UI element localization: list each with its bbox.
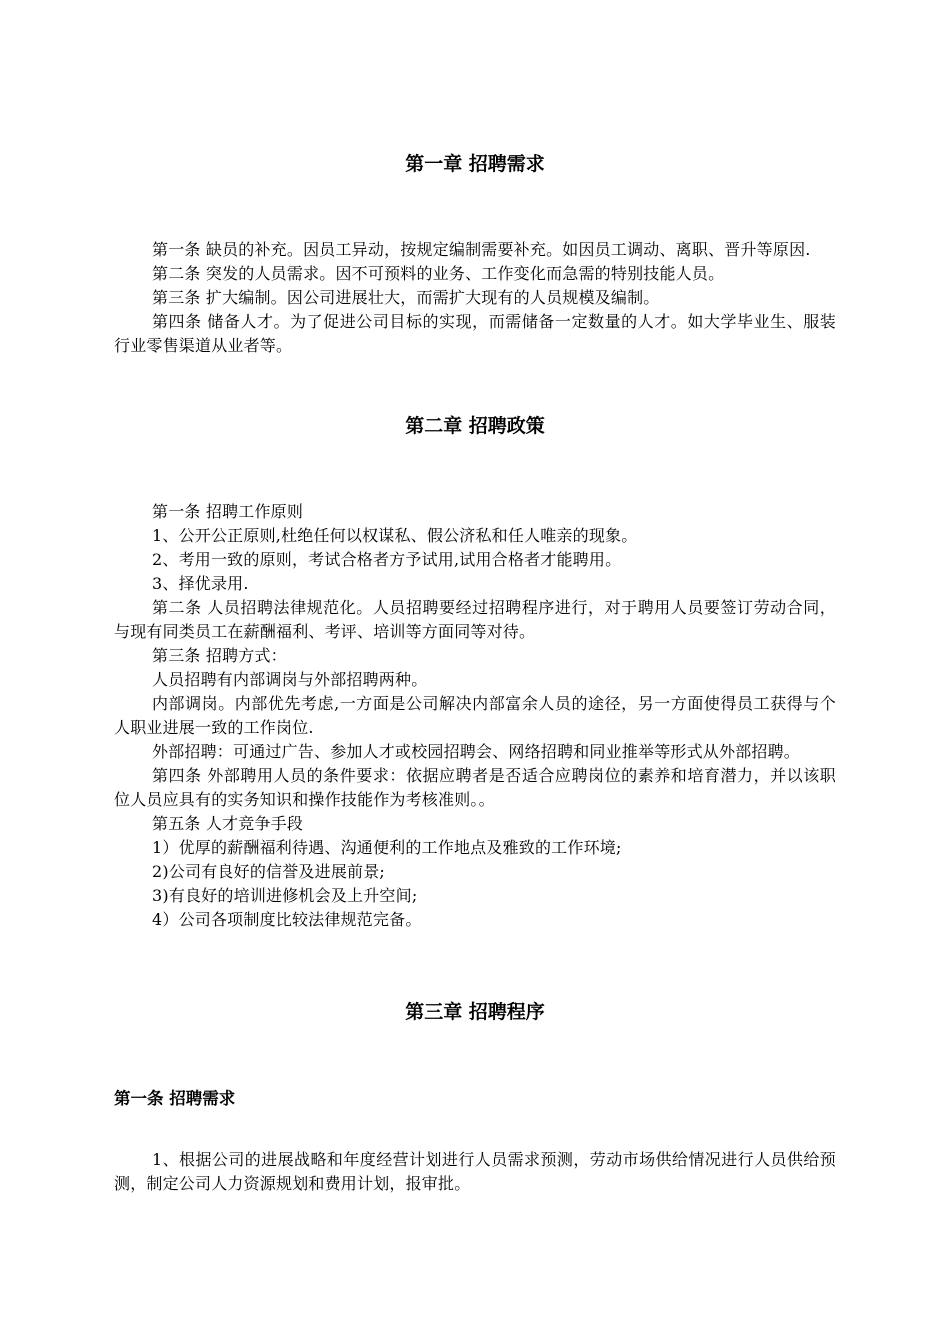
paragraph: 第三条 扩大编制。因公司进展壮大，而需扩大现有的人员规模及编制。: [152, 288, 660, 307]
paragraph: 外部招聘：可通过广告、参加人才或校园招聘会、网络招聘和同业推举等形式从外部招聘。: [152, 742, 801, 761]
paragraph: 第三条 招聘方式：: [152, 646, 287, 665]
paragraph: 第一条 招聘工作原则: [152, 502, 304, 521]
paragraph: 人员招聘有内部调岗与外部招聘两种。: [152, 670, 428, 689]
chapter-3-title: 第三章 招聘程序: [405, 1001, 545, 1023]
paragraph: 第五条 人才竞争手段: [152, 814, 304, 833]
paragraph: 3)有良好的培训进修机会及上升空间;: [152, 886, 418, 905]
paragraph: 第一条 缺员的补充。因员工异动，按规定编制需要补充。如因员工调动、离职、晋升等原因.: [152, 240, 811, 259]
chapter-1-title: 第一章 招聘需求: [405, 153, 545, 175]
paragraph: 2、考用一致的原则，考试合格者方予试用,试用合格者才能聘用。: [152, 550, 622, 569]
paragraph: 1、根据公司的进展战略和年度经营计划进行人员需求预测，劳动市场供给情况进行人员供给预测，制定公司人力资源规划和费用计划，报审批。: [114, 1150, 836, 1193]
paragraph: 第四条 储备人才。为了促进公司目标的实现，而需储备一定数量的人才。如大学毕业生、服装行业零售渠道从业者等。: [114, 312, 836, 355]
paragraph: 1）优厚的薪酬福利待遇、沟通便利的工作地点及雅致的工作环境;: [152, 838, 622, 857]
paragraph: 3、择优录用.: [152, 574, 249, 593]
paragraph: 内部调岗。内部优先考虑,一方面是公司解决内部富余人员的途径，另一方面使得员工获得与个人职业进展一致的工作岗位.: [114, 694, 836, 737]
paragraph: 第二条 人员招聘法律规范化。人员招聘要经过招聘程序进行，对于聘用人员要签订劳动合同，与现有同类员工在薪酬福利、考评、培训等方面同等对待。: [114, 598, 836, 641]
chapter-2-title: 第二章 招聘政策: [405, 415, 545, 437]
paragraph: 4）公司各项制度比较法律规范完备。: [152, 910, 422, 929]
chapter-3-body: [114, 1148, 836, 1196]
section-title: 第一条 招聘需求: [114, 1089, 236, 1108]
paragraph: 1、公开公正原则,杜绝任何以权谋私、假公济私和任人唯亲的现象。: [152, 526, 638, 545]
chapter-2-body: [114, 500, 836, 932]
paragraph: 第二条 突发的人员需求。因不可预料的业务、工作变化而急需的特别技能人员。: [152, 264, 725, 283]
chapter-1-body: [114, 238, 836, 358]
paragraph: 第四条 外部聘用人员的条件要求：依据应聘者是否适合应聘岗位的素养和培育潜力，并以该职位人员应具有的实务知识和操作技能作为考核准则。。: [114, 766, 836, 809]
paragraph: 2)公司有良好的信誉及进展前景;: [152, 862, 386, 881]
